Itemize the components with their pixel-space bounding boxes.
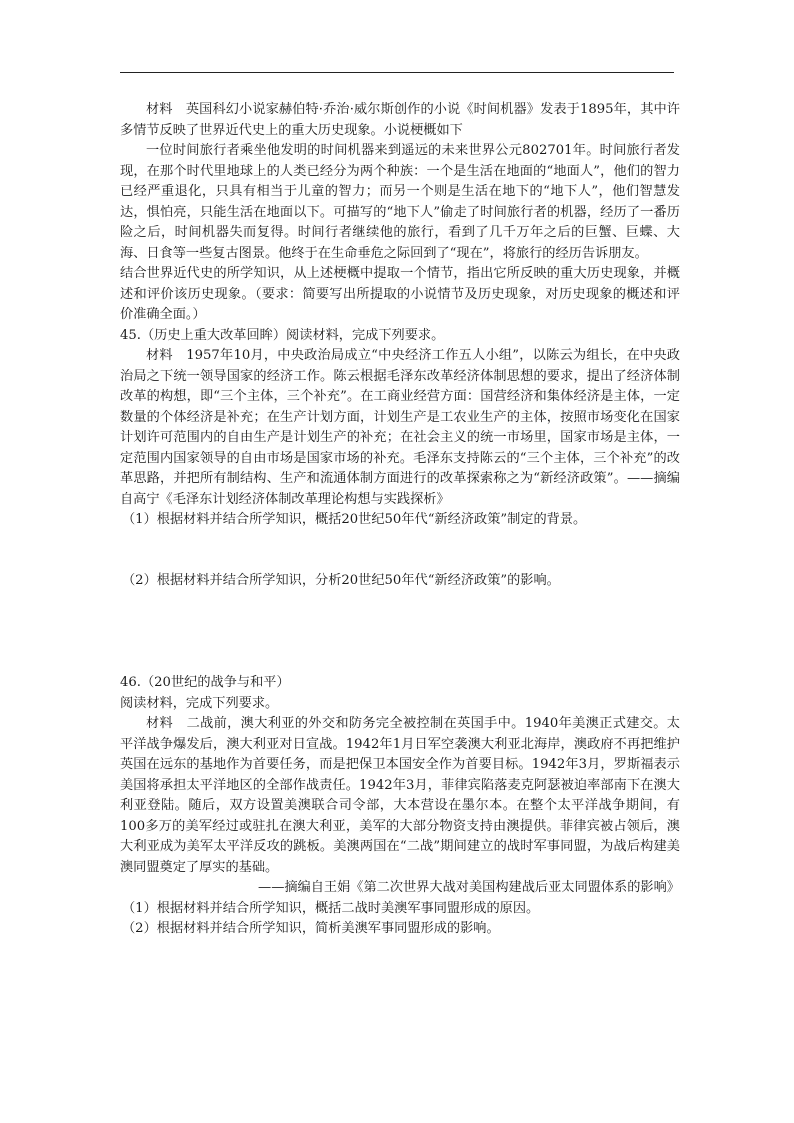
q46-sub-question-2: （2）根据材料并结合所学知识，简析美澳军事同盟形成的影响。 <box>122 921 500 936</box>
q44-task: 结合世界近代史的所学知识，从上述梗概中提取一个情节，指出它所反映的重大历史现象，并概述和评价该历史现象。（要求：简要写出所提取的小说情节及历史现象，对历史现象的概述和评价准确全面。） <box>120 266 680 322</box>
q46-material: 材料 二战前，澳大利亚的外交和防务完全被控制在英国手中。1940年美澳正式建交。太平洋战争爆发后，澳大利亚对日宣战。1942年1月日军空袭澳大利亚北海岸，澳政府不再把维护英国在远东的基地作为首要任务，而是把保卫本国安全作为首要目标。1942年3月，罗斯福表示美国将承担太平洋地区的全部作战责任。1942年3月，菲律宾陷落麦克阿瑟被迫率部南下在澳大利亚登陆。随后，双方设置美澳联合司令部，大本营设在墨尔本。在整个太平洋战争期间，有100多万的美军经过或驻扎在澳大利亚，美军的大部分物资支持由澳提供。菲律宾被占领后，澳大利亚成为美军太平洋反攻的跳板。美澳两国在“二战”期间建立的战时军事同盟，为战后构建美澳同盟奠定了厚实的基础。 <box>120 716 680 875</box>
exam-page <box>120 100 680 940</box>
q45-answer-space-2 <box>120 591 680 673</box>
q45-heading: 45.（历史上重大改革回眸）阅读材料，完成下列要求。 <box>120 327 445 343</box>
q45-sub-question-1: （1）根据材料并结合所学知识，概括20世纪50年代“新经济政策”制定的背景。 <box>122 512 587 527</box>
question-44 <box>120 100 680 326</box>
q46-heading: 46.（20世纪的战争与和平） <box>120 675 290 690</box>
q46-instruction: 阅读材料，完成下列要求。 <box>120 695 279 711</box>
question-46 <box>120 673 680 940</box>
header-rule <box>120 72 674 73</box>
q45-answer-space-1 <box>120 531 680 571</box>
q45-material: 材料 1957年10月，中央政治局成立“中央经济工作五人小组”，以陈云为组长，在中央政治局之下统一领导国家的经济工作。陈云根据毛泽东改革经济体制思想的要求，提出了经济体制改革的构想，即“三个主体，三个补充”。在工商业经营方面：国营经济和集体经济是主体，一定数量的个体经济是补充；在生产计划方面，计划生产是工农业生产的主体，按照市场变化在国家计划许可范围内的自由生产是计划生产的补充；在社会主义的统一市场里，国家市场是主体，一定范围内国家领导的自由市场是国家市场的补充。毛泽东支持陈云的“三个主体，三个补充”的改革思路，并把所有制结构、生产和流通体制方面进行的改革探索称之为“新经济政策”。——摘编自高宁《毛泽东计划经济体制改革理论构想与实践探析》 <box>120 348 680 507</box>
q44-material: 材料 英国科幻小说家赫伯特·乔治·威尔斯创作的小说《时间机器》发表于1895年，其中许多情节反映了世界近代史上的重大历史现象。小说梗概如下 <box>120 102 680 138</box>
q44-summary: 一位时间旅行者乘坐他发明的时间机器来到遥远的未来世界公元802701年。时间旅行者发现，在那个时代里地球上的人类已经分为两个种族：一个是生活在地面的“地面人”，他们的智力已经严重退化，只具有相当于儿童的智力；而另一个则是生活在地下的“地下人”，他们智慧发达，惧怕亮，只能生活在地面以下。可描写的“地下人”偷走了时间旅行者的机器，经历了一番历险之后，时间机器失而复得。时间行者继续他的旅行，看到了几千万年之后的巨蟹、巨蝶、大海、日食等一些复古图景。他终于在生命垂危之际回到了“现在”，将旅行的经历告诉朋友。 <box>120 143 680 261</box>
q45-sub-question-2: （2）根据材料并结合所学知识，分析20世纪50年代“新经济政策”的影响。 <box>122 572 560 588</box>
q46-sub-question-1: （1）根据材料并结合所学知识，概括二战时美澳军事同盟形成的原因。 <box>122 900 540 916</box>
question-45 <box>120 326 680 674</box>
q46-source: ——摘编自王娟《第二次世界大战对美国构建战后亚太同盟体系的影响》 <box>258 880 680 895</box>
